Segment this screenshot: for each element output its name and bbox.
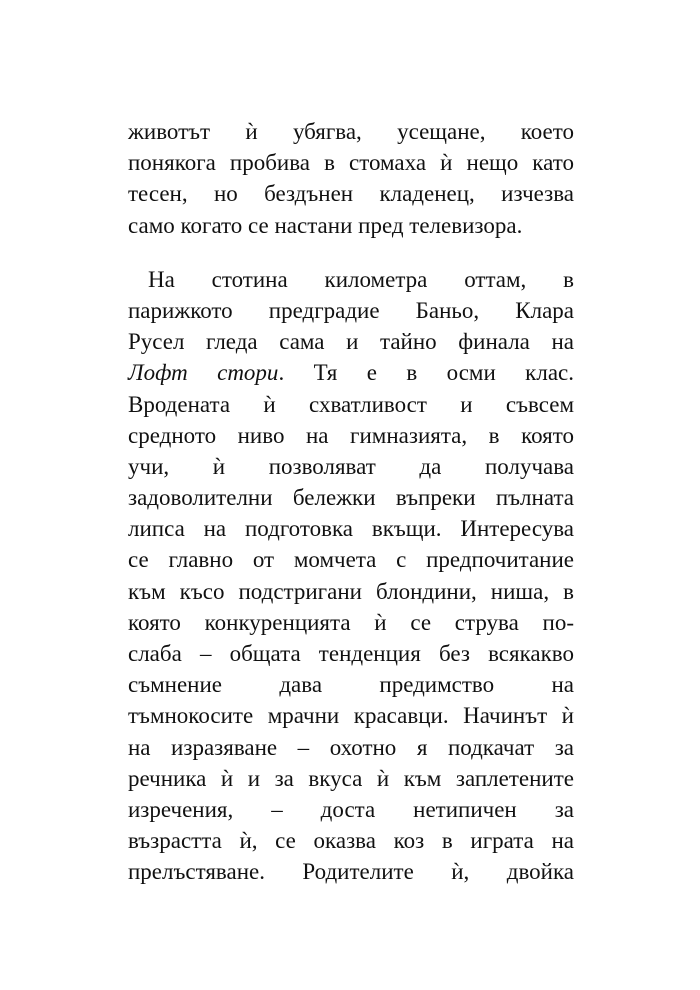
text-segment: парижкото предградие Баньо, Клара [128, 297, 574, 323]
text-segment: съмнение дава предимство на [128, 672, 574, 698]
book-title-italic: Лофт стори [128, 360, 279, 386]
text-segment: понякога пробива в стомаха ѝ нещо като [128, 150, 574, 176]
text-line [128, 732, 574, 763]
text-segment: към късо подстригани блондини, ниша, в [128, 578, 574, 604]
text-line [128, 389, 574, 420]
text-segment: възрастта ѝ, се оказва коз в играта на [128, 828, 574, 854]
text-line [128, 856, 574, 887]
text-line [128, 576, 574, 607]
text-segment: речника ѝ и за вкуса ѝ към заплетените [128, 765, 574, 791]
text-line [128, 147, 574, 178]
text-segment: се главно от момчета с предпочитание [128, 547, 574, 573]
text-line [128, 513, 574, 544]
text-segment: изречения, – доста нетипичен за [128, 796, 574, 822]
text-segment: учи, ѝ позволяват да получава [128, 453, 574, 479]
text-segment: задоволителни бележки въпреки пълната [128, 485, 574, 511]
text-segment: слаба – общата тенденция без всякакво [128, 641, 574, 666]
text-line [128, 825, 574, 856]
paragraph-1 [128, 116, 574, 241]
text-line [128, 700, 574, 731]
text-line [128, 116, 574, 147]
text-line [128, 357, 574, 388]
text-segment: животът ѝ убягва, усещане, което [128, 119, 574, 144]
text-line [128, 326, 574, 357]
text-segment: прелъстяване. Родителите ѝ, двойка [128, 859, 574, 885]
text-line [128, 544, 574, 575]
text-segment: . Тя е в осми клас. [278, 360, 574, 386]
text-line [128, 794, 574, 825]
text-segment: тесен, но бездънен кладенец, изчезва [128, 181, 574, 207]
text-line [128, 451, 574, 482]
text-line [128, 264, 574, 295]
text-line [128, 295, 574, 326]
text-line [128, 178, 574, 209]
text-line [128, 763, 574, 794]
text-line [128, 420, 574, 451]
text-segment: средното ниво на гимназията, в която [128, 422, 574, 448]
text-line [128, 638, 574, 669]
book-page [128, 116, 574, 888]
text-line [128, 482, 574, 513]
text-segment: тъмнокосите мрачни красавци. Начинът ѝ [128, 703, 574, 729]
text-segment: Вродената ѝ схватливост и съвсем [128, 391, 574, 417]
text-segment: която конкуренцията ѝ се струва по- [128, 609, 574, 635]
paragraph-2 [128, 264, 574, 888]
text-segment: На стотина километра оттам, в [148, 266, 574, 292]
text-line [128, 669, 574, 700]
text-line [128, 210, 574, 241]
text-segment: липса на подготовка вкъщи. Интересува [128, 516, 574, 542]
text-segment: само когато се настани пред телевизора. [128, 212, 523, 238]
text-line [128, 607, 574, 638]
text-segment: на изразяване – охотно я подкачат за [128, 734, 574, 760]
text-segment: Русел гледа сама и тайно финала на [128, 329, 574, 355]
